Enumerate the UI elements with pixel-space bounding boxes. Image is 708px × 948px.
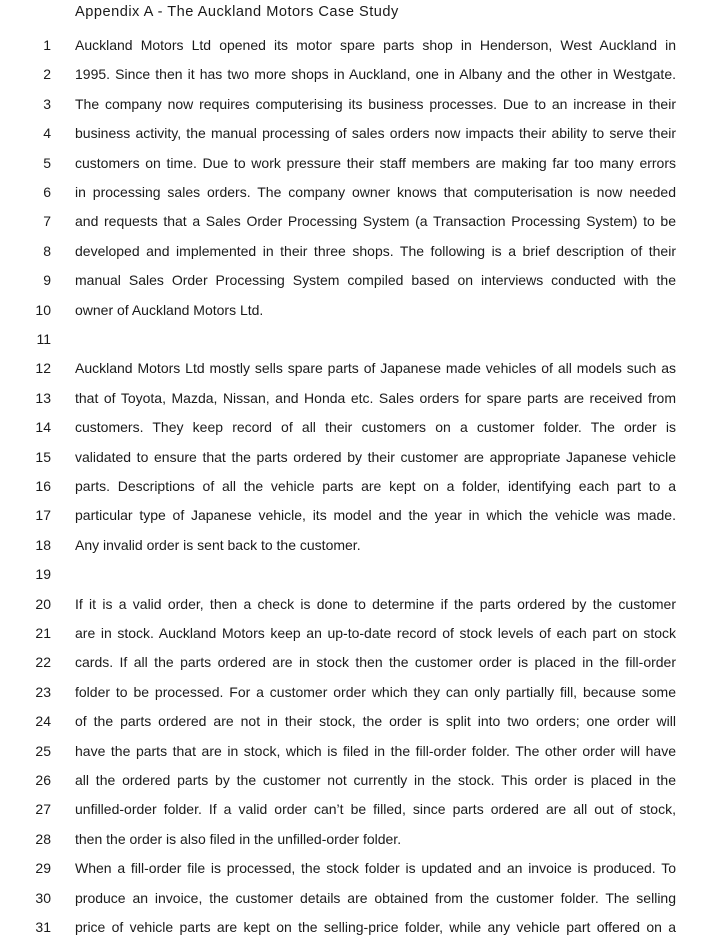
line-text: and requests that a Sales Order Processing System (a Transaction Processing System) to be	[75, 213, 676, 230]
line-text: manual Sales Order Processing System compiled based on interviews conducted with the	[75, 272, 676, 289]
line-text: particular type of Japanese vehicle, its model and the year in which the vehicle was made.	[75, 507, 676, 524]
text-line	[0, 152, 708, 174]
text-line	[0, 593, 708, 615]
text-line	[0, 240, 708, 262]
text-line	[0, 210, 708, 232]
line-text: Auckland Motors Ltd opened its motor spare parts shop in Henderson, West Auckland in	[75, 37, 676, 53]
text-line	[0, 122, 708, 144]
line-number: 20	[35, 595, 51, 612]
text-line	[0, 916, 708, 938]
line-text: customers on time. Due to work pressure their staff members are making far too many errors	[75, 154, 676, 171]
line-text: Any invalid order is sent back to the customer.	[75, 536, 361, 553]
line-number: 14	[35, 419, 51, 436]
line-text: have the parts that are in stock, which is filed in the fill-order folder. The other order will have	[75, 742, 676, 759]
text-line	[0, 475, 708, 497]
line-number: 5	[43, 154, 51, 171]
text-line	[0, 34, 708, 56]
line-number: 7	[43, 213, 51, 230]
line-number: 29	[35, 860, 51, 877]
line-text: all the ordered parts by the customer not currently in the stock. This order is placed in the	[75, 772, 676, 788]
line-number: 31	[35, 919, 51, 935]
line-number: 10	[35, 301, 51, 318]
line-text: The company now requires computerising its business processes. Due to an increase in their	[75, 95, 676, 112]
line-number: 17	[35, 507, 51, 524]
line-number: 24	[35, 713, 51, 730]
line-text: developed and implemented in their three shops. The following is a brief description of their	[75, 242, 676, 259]
text-line	[0, 651, 708, 673]
text-line	[0, 710, 708, 732]
line-number: 13	[35, 389, 51, 406]
line-text: of the parts ordered are not in their stock, the order is split into two orders; one order will	[75, 713, 676, 730]
text-line	[0, 887, 708, 909]
line-number: 22	[35, 654, 51, 671]
line-number: 19	[35, 566, 51, 583]
line-text: are in stock. Auckland Motors keep an up-to-date record of stock levels of each part on stock	[75, 625, 676, 641]
line-number: 4	[43, 125, 51, 142]
text-line	[0, 299, 708, 321]
line-number: 8	[43, 242, 51, 259]
text-line	[0, 740, 708, 762]
document-heading: Appendix A - The Auckland Motors Case Study	[75, 4, 399, 20]
text-line	[0, 269, 708, 291]
line-number: 3	[43, 95, 51, 112]
line-number: 25	[35, 742, 51, 759]
line-number: 6	[43, 184, 51, 200]
line-text: folder to be processed. For a customer order which they can only partially fill, because some	[75, 683, 676, 700]
text-line	[0, 357, 708, 379]
text-line	[0, 387, 708, 409]
line-number: 28	[35, 830, 51, 847]
text-line	[0, 828, 708, 850]
line-number: 26	[35, 772, 51, 788]
line-text: 1995. Since then it has two more shops in Auckland, one in Albany and the other in Westgate.	[75, 66, 676, 83]
text-line	[0, 681, 708, 703]
line-number: 18	[35, 536, 51, 553]
line-text: that of Toyota, Mazda, Nissan, and Honda etc. Sales orders for spare parts are received from	[75, 389, 676, 406]
line-text: validated to ensure that the parts ordered by their customer are appropriate Japanese vehicle	[75, 448, 676, 465]
line-number: 12	[35, 360, 51, 377]
line-text: cards. If all the parts ordered are in stock then the customer order is placed in the fill-order	[75, 654, 676, 671]
line-text: price of vehicle parts are kept on the selling-price folder, while any vehicle part offered on a	[75, 919, 676, 935]
line-text: customers. They keep record of all their customers on a customer folder. The order is	[75, 419, 676, 436]
line-number: 15	[35, 448, 51, 465]
line-text: parts. Descriptions of all the vehicle parts are kept on a folder, identifying each part to a	[75, 478, 676, 494]
line-text: When a fill-order file is processed, the stock folder is updated and an invoice is produced. To	[75, 860, 676, 877]
line-text: produce an invoice, the customer details are obtained from the customer folder. The selling	[75, 889, 676, 906]
line-text: then the order is also filed in the unfilled-order folder.	[75, 830, 402, 847]
text-line	[0, 93, 708, 115]
text-line	[0, 622, 708, 644]
line-number: 16	[35, 478, 51, 494]
text-line	[0, 563, 708, 585]
line-number: 27	[35, 801, 51, 818]
text-line	[0, 181, 708, 203]
line-text: If it is a valid order, then a check is done to determine if the parts ordered by the customer	[75, 595, 676, 612]
line-text: in processing sales orders. The company owner knows that computerisation is now needed	[75, 184, 676, 200]
line-number: 1	[43, 37, 51, 53]
text-line	[0, 769, 708, 791]
text-line	[0, 416, 708, 438]
line-number: 23	[35, 683, 51, 700]
text-line	[0, 534, 708, 556]
text-line	[0, 857, 708, 879]
text-line	[0, 504, 708, 526]
line-number: 2	[43, 66, 51, 83]
text-line	[0, 328, 708, 350]
line-text: business activity, the manual processing of sales orders now impacts their ability to serve their	[75, 125, 676, 142]
line-text: owner of Auckland Motors Ltd.	[75, 301, 264, 318]
line-text: unfilled-order folder. If a valid order can’t be filled, since parts ordered are all out of stock,	[75, 801, 676, 818]
line-number: 9	[43, 272, 51, 289]
line-number: 11	[36, 331, 51, 347]
line-number: 30	[35, 889, 51, 906]
line-text: Auckland Motors Ltd mostly sells spare parts of Japanese made vehicles of all models such as	[75, 360, 676, 377]
text-line	[0, 798, 708, 820]
line-number: 21	[35, 625, 51, 641]
text-line	[0, 63, 708, 85]
text-line	[0, 446, 708, 468]
